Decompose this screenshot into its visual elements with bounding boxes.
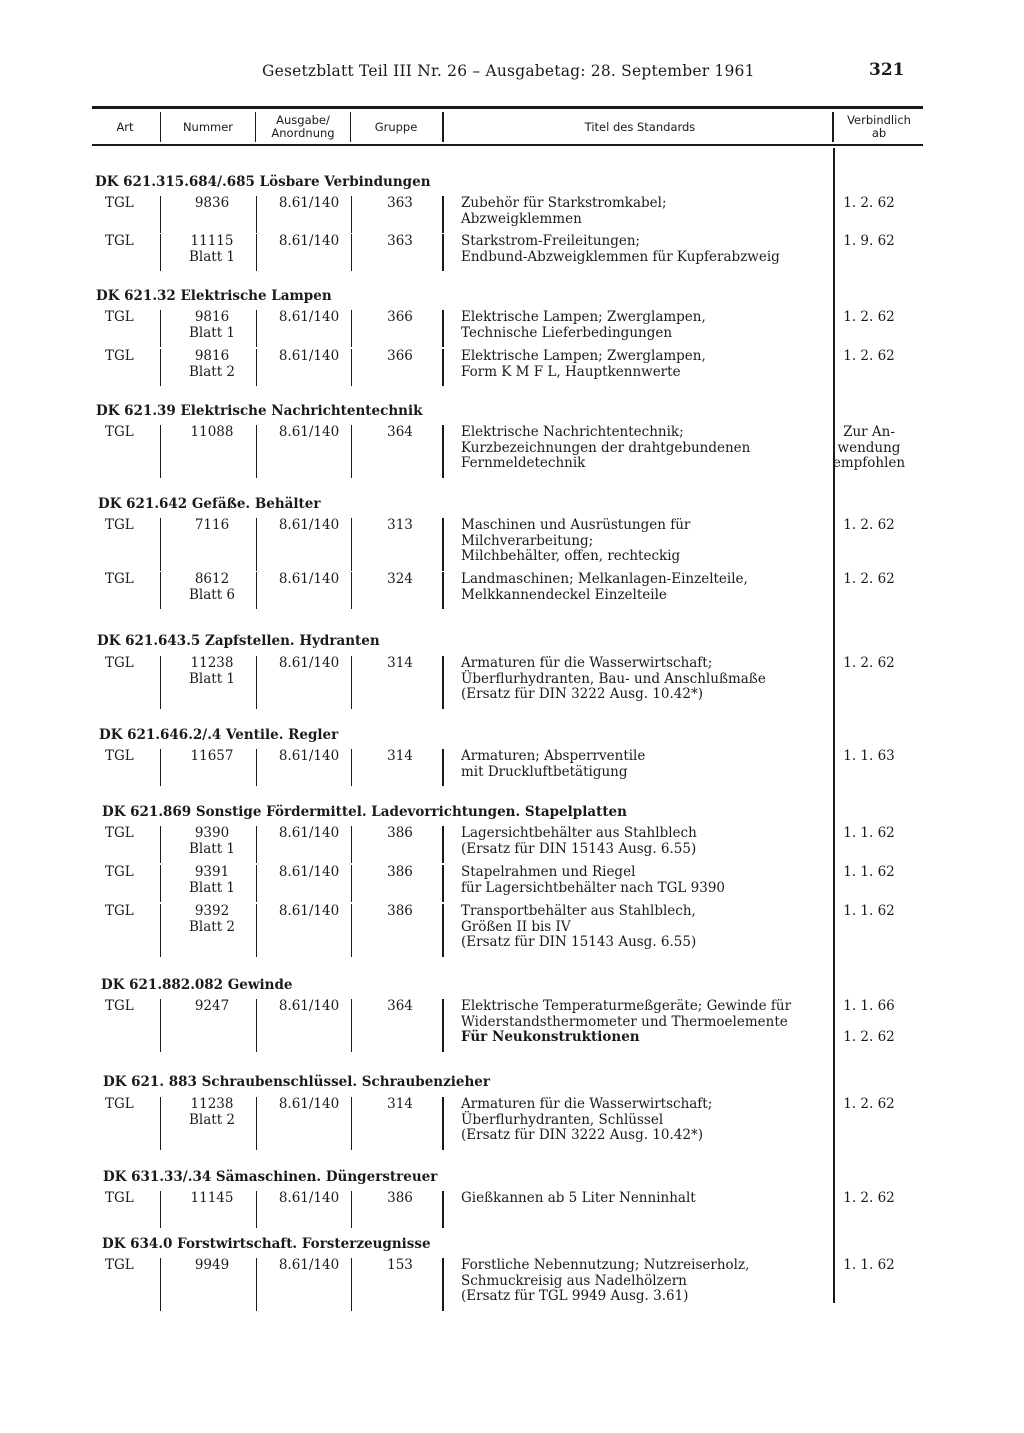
titel-line: Überflurhydranten, Bau- und Anschlußmaße [461,670,766,687]
titel-line: Maschinen und Ausrüstungen für [461,517,691,533]
ausgabe-cell: 8.61/140 [278,864,340,880]
verbindlich-line: 1. 1. 62 [843,903,895,919]
nummer-line: Blatt 2 [188,918,236,935]
col-sep [832,112,834,142]
column-separator [442,749,444,786]
nummer-cell [172,310,252,341]
column-separator [351,865,352,902]
column-separator [442,656,444,709]
titel-line: (Ersatz für TGL 9949 Ausg. 3.61) [461,1288,689,1304]
titel-cell [461,349,831,380]
column-separator [442,999,444,1052]
column-separator [160,425,161,478]
column-separator [256,1191,257,1228]
column-separator [256,518,257,571]
art-cell: TGL [105,195,134,211]
gruppe-cell: 364 [387,998,413,1014]
ausgabe-cell: 8.61/140 [278,571,340,587]
verbindlich-line: 1. 1. 62 [843,1257,895,1273]
nummer-line: Blatt 1 [188,324,236,341]
column-separator [442,826,444,863]
ausgabe-cell: 8.61/140 [278,233,340,249]
art-cell: TGL [105,903,134,919]
column-separator [351,656,352,709]
section-heading: DK 621.39 Elektrische Nachrichtentechnik [96,403,423,419]
column-separator [442,1097,444,1150]
column-separator [351,572,352,609]
verbindlich-cell [830,349,908,365]
nummer-line: 9391 [194,864,230,880]
ausgabe-cell: 8.61/140 [278,309,340,325]
nummer-cell [172,518,252,534]
nummer-cell [172,196,252,212]
nummer-line: Blatt 1 [188,879,236,896]
nummer-cell [172,904,252,935]
art-cell: TGL [105,748,134,764]
column-separator [351,196,352,233]
verbindlich-line: 1. 2. 62 [843,348,895,364]
verbindlich-line: wendung [837,439,901,456]
nummer-cell [172,1191,252,1207]
verbindlich-line: 1. 2. 62 [843,1029,895,1045]
section-heading: DK 621.869 Sonstige Fördermittel. Ladevorrichtungen. Stapelplatten [102,804,627,820]
ausgabe-cell: 8.61/140 [278,825,340,841]
ausgabe-cell: 8.61/140 [278,1190,340,1206]
column-separator [442,310,444,347]
ausgabe-cell: 8.61/140 [278,1096,340,1112]
nummer-line: 9836 [194,195,230,211]
nummer-line: 8612 [194,571,230,587]
art-cell: TGL [105,1257,134,1273]
verbindlich-line: 1. 2. 62 [843,195,895,211]
titel-line: (Ersatz für DIN 15143 Ausg. 6.55) [461,934,697,950]
art-cell: TGL [105,424,134,440]
section-heading: DK 621. 883 Schraubenschlüssel. Schraubenzieher [103,1074,491,1090]
art-cell: TGL [105,864,134,880]
column-separator [442,518,444,571]
verbindlich-line: 1. 2. 62 [843,655,895,671]
column-separator [160,904,161,957]
nummer-line: 7116 [194,517,230,533]
verbindlich-line: Zur An- [843,424,895,440]
column-separator [351,1258,352,1311]
titel-line: Schmuckreisig aus Nadelhölzern [461,1272,687,1289]
titel-line: (Ersatz für DIN 3222 Ausg. 10.42*) [461,1127,703,1143]
art-cell: TGL [105,309,134,325]
column-separator [442,1258,444,1311]
col-head-titel: Titel des Standards [584,120,696,134]
nummer-line: 9392 [194,903,230,919]
nummer-line: 11657 [190,748,234,764]
titel-cell [461,425,831,472]
nummer-line: 9816 [194,309,230,325]
titel-line: Für Neukonstruktionen [461,1029,640,1045]
column-separator [256,999,257,1052]
nummer-line: 9816 [194,348,230,364]
titel-line: Starkstrom-Freileitungen; [461,233,641,249]
column-separator [160,865,161,902]
titel-cell [461,1258,831,1305]
titel-cell [461,518,831,565]
art-cell: TGL [105,825,134,841]
verbindlich-line: 1. 2. 62 [843,517,895,533]
column-separator [351,1097,352,1150]
gruppe-cell: 386 [387,1190,413,1206]
titel-cell [461,865,831,896]
art-cell: TGL [105,655,134,671]
titel-line: Widerstandsthermometer und Thermoelemente [461,1013,788,1030]
titel-cell [461,656,831,703]
gruppe-cell: 324 [387,571,413,587]
nummer-line: 9390 [194,825,230,841]
column-separator [160,1191,161,1228]
column-separator [160,656,161,709]
ausgabe-cell: 8.61/140 [278,748,340,764]
titel-cell [461,1097,831,1144]
nummer-line: 11238 [190,655,234,671]
column-separator [256,310,257,347]
col-head-ausgabe-line2: Anordnung [271,126,335,140]
column-separator [442,904,444,957]
art-cell: TGL [105,517,134,533]
nummer-cell [172,749,252,765]
nummer-cell [172,865,252,896]
gruppe-cell: 153 [387,1257,413,1273]
gruppe-cell: 366 [387,348,413,364]
art-cell: TGL [105,348,134,364]
column-separator [442,234,444,271]
titel-line: Elektrische Lampen; Zwerglampen, [461,309,706,325]
verbindlich-line: 1. 1. 62 [843,825,895,841]
titel-line: Größen II bis IV [461,918,571,935]
col-head-verbindlich [838,114,920,140]
verbindlich-line: 1. 2. 62 [843,309,895,325]
verbindlich-line [830,1015,908,1031]
gruppe-cell: 386 [387,903,413,919]
verbindlich-cell [830,749,908,765]
titel-line: Abzweigklemmen [461,210,582,227]
section-heading: DK 621.642 Gefäße. Behälter [98,496,321,512]
titel-line: Technische Lieferbedingungen [461,324,673,341]
column-separator [351,999,352,1052]
nummer-cell [172,572,252,603]
ausgabe-cell: 8.61/140 [278,903,340,919]
nummer-line: Blatt 1 [188,248,236,265]
column-separator [442,425,444,478]
column-separator [351,1191,352,1228]
column-separator [256,196,257,233]
col-sep [255,112,256,142]
verbindlich-line: 1. 2. 62 [843,571,895,587]
nummer-line: Blatt 2 [188,363,236,380]
verbindlich-line: 1. 2. 62 [843,1096,895,1112]
column-separator [351,749,352,786]
verbindlich-cell [830,826,908,842]
column-separator [351,310,352,347]
column-separator [256,656,257,709]
verbindlich-cell [830,904,908,920]
column-separator [256,749,257,786]
nummer-line: Blatt 1 [188,670,236,687]
verbindlich-line: 1. 1. 62 [843,864,895,880]
ausgabe-cell: 8.61/140 [278,348,340,364]
verbindlich-cell [830,572,908,588]
verbindlich-line: 1. 9. 62 [843,233,895,249]
column-separator [351,826,352,863]
gruppe-cell: 366 [387,309,413,325]
titel-line: Armaturen für die Wasserwirtschaft; [461,1096,713,1112]
nummer-cell [172,425,252,441]
titel-line: Kurzbezeichnungen der drahtgebundenen [461,439,751,456]
nummer-cell [172,1097,252,1128]
verbindlich-cell [830,999,908,1046]
nummer-line: Blatt 6 [188,586,236,603]
column-separator [160,196,161,233]
column-separator [160,310,161,347]
section-heading: DK 621.32 Elektrische Lampen [96,288,332,304]
nummer-cell [172,349,252,380]
titel-line: Form K M F L, Hauptkennwerte [461,363,681,380]
titel-cell [461,826,831,857]
titel-cell [461,749,831,780]
section-heading: DK 631.33/.34 Sämaschinen. Düngerstreuer [103,1169,438,1185]
titel-line: Milchbehälter, offen, rechteckig [461,548,681,564]
titel-line: Melkkannendeckel Einzelteile [461,586,667,603]
col-sep [160,112,161,142]
titel-line: für Lagersichtbehälter nach TGL 9390 [461,879,726,896]
titel-line: Elektrische Lampen; Zwerglampen, [461,348,706,364]
ausgabe-cell: 8.61/140 [278,998,340,1014]
col-head-ausgabe-line1: Ausgabe/ [276,113,330,127]
column-separator [256,349,257,386]
section-heading: DK 621.646.2/.4 Ventile. Regler [99,727,339,743]
col-head-verbindlich-line1: Verbindlich [847,113,911,127]
column-separator [351,518,352,571]
col-head-gruppe: Gruppe [374,120,418,134]
nummer-line: 11238 [190,1096,234,1112]
nummer-cell [172,1258,252,1274]
column-separator [160,349,161,386]
gruppe-cell: 386 [387,825,413,841]
art-cell: TGL [105,233,134,249]
section-heading: DK 634.0 Forstwirtschaft. Forsterzeugnisse [102,1236,431,1252]
gruppe-cell: 314 [387,1096,413,1112]
col-sep [442,112,444,142]
column-separator [256,865,257,902]
col-sep [350,112,351,142]
ausgabe-cell: 8.61/140 [278,424,340,440]
nummer-line: 9949 [194,1257,230,1273]
gruppe-cell: 314 [387,655,413,671]
titel-line: Elektrische Nachrichtentechnik; [461,424,684,440]
column-separator [256,572,257,609]
titel-line: (Ersatz für DIN 3222 Ausg. 10.42*) [461,686,703,702]
column-separator [351,234,352,271]
titel-cell [461,234,831,265]
column-separator [256,1097,257,1150]
col-head-art: Art [116,120,134,134]
nummer-cell [172,656,252,687]
titel-line: (Ersatz für DIN 15143 Ausg. 6.55) [461,840,697,857]
column-separator [351,904,352,957]
header-rule-top [92,106,923,109]
column-separator [256,904,257,957]
col-head-verbindlich-line2: ab [871,126,887,140]
column-separator [256,826,257,863]
running-title: Gesetzblatt Teil III Nr. 26 – Ausgabetag: 28. September 1961 [262,62,755,80]
verbindlich-cell [830,518,908,534]
titel-line: Zubehör für Starkstromkabel; [461,195,667,211]
titel-line: Armaturen; Absperrventile [461,748,646,764]
column-separator [442,865,444,902]
nummer-line: 9247 [194,998,230,1014]
ausgabe-cell: 8.61/140 [278,1257,340,1273]
column-separator [160,749,161,786]
verbindlich-cell [830,1097,908,1113]
nummer-line: 11115 [190,233,234,249]
art-cell: TGL [105,1190,134,1206]
verbindlich-cell [830,656,908,672]
titel-cell [461,310,831,341]
verbindlich-cell [830,196,908,212]
nummer-line: Blatt 2 [188,1111,236,1128]
titel-line: Forstliche Nebennutzung; Nutzreiserholz, [461,1257,750,1273]
gruppe-cell: 363 [387,233,413,249]
ausgabe-cell: 8.61/140 [278,195,340,211]
nummer-cell [172,234,252,265]
titel-cell [461,904,831,951]
titel-line: Überflurhydranten, Schlüssel [461,1111,664,1128]
gruppe-cell: 386 [387,864,413,880]
section-heading: DK 621.315.684/.685 Lösbare Verbindungen [95,174,431,190]
column-separator [160,1097,161,1150]
verbindlich-line: 1. 1. 63 [843,748,895,764]
nummer-line: Blatt 1 [188,840,236,857]
section-heading: DK 621.882.082 Gewinde [101,977,293,993]
column-separator [160,518,161,571]
verbindlich-cell [830,234,908,250]
titel-line: Stapelrahmen und Riegel [461,864,636,880]
verbindlich-cell [830,310,908,326]
verbindlich-cell [830,865,908,881]
verbindlich-cell [830,1191,908,1207]
section-heading: DK 621.643.5 Zapfstellen. Hydranten [97,633,380,649]
titel-cell [461,196,831,227]
gruppe-cell: 314 [387,748,413,764]
column-separator [160,1258,161,1311]
titel-cell [461,999,831,1046]
gruppe-cell: 313 [387,517,413,533]
titel-cell [461,572,831,603]
column-separator [351,425,352,478]
art-cell: TGL [105,1096,134,1112]
page-number: 321 [869,60,905,80]
column-separator [256,234,257,271]
art-cell: TGL [105,571,134,587]
ausgabe-cell: 8.61/140 [278,517,340,533]
titel-line: Milchverarbeitung; [461,532,594,549]
column-separator [160,999,161,1052]
titel-line: mit Druckluftbetätigung [461,763,628,780]
column-separator [160,234,161,271]
column-separator [442,572,444,609]
column-separator [442,1191,444,1228]
art-cell: TGL [105,998,134,1014]
verbindlich-line: empfohlen [832,455,906,471]
column-separator [160,826,161,863]
nummer-cell [172,999,252,1015]
nummer-cell [172,826,252,857]
col-head-ausgabe [258,114,348,140]
column-separator [442,349,444,386]
verbindlich-line: 1. 2. 62 [843,1190,895,1206]
titel-line: Transportbehälter aus Stahlblech, [461,903,696,919]
column-separator [351,349,352,386]
nummer-line: 11088 [190,424,234,440]
titel-line: Landmaschinen; Melkanlagen-Einzelteile, [461,571,748,587]
verbindlich-cell [830,1258,908,1274]
header-rule-bottom [92,144,923,146]
titel-line: Armaturen für die Wasserwirtschaft; [461,655,713,671]
titel-line: Fernmeldetechnik [461,455,586,471]
gruppe-cell: 363 [387,195,413,211]
titel-line: Elektrische Temperaturmeßgeräte; Gewinde für [461,998,792,1014]
titel-cell [461,1191,831,1207]
titel-line: Lagersichtbehälter aus Stahlblech [461,825,697,841]
verbindlich-line: 1. 1. 66 [843,998,895,1014]
column-separator [256,1258,257,1311]
column-separator [256,425,257,478]
verbindlich-cell [830,425,908,472]
column-separator [160,572,161,609]
col-head-nummer: Nummer [182,120,234,134]
nummer-line: 11145 [190,1190,234,1206]
ausgabe-cell: 8.61/140 [278,655,340,671]
gruppe-cell: 364 [387,424,413,440]
titel-line: Endbund-Abzweigklemmen für Kupferabzweig [461,248,780,265]
column-separator [442,196,444,233]
titel-line: Gießkannen ab 5 Liter Nenninhalt [461,1190,696,1206]
